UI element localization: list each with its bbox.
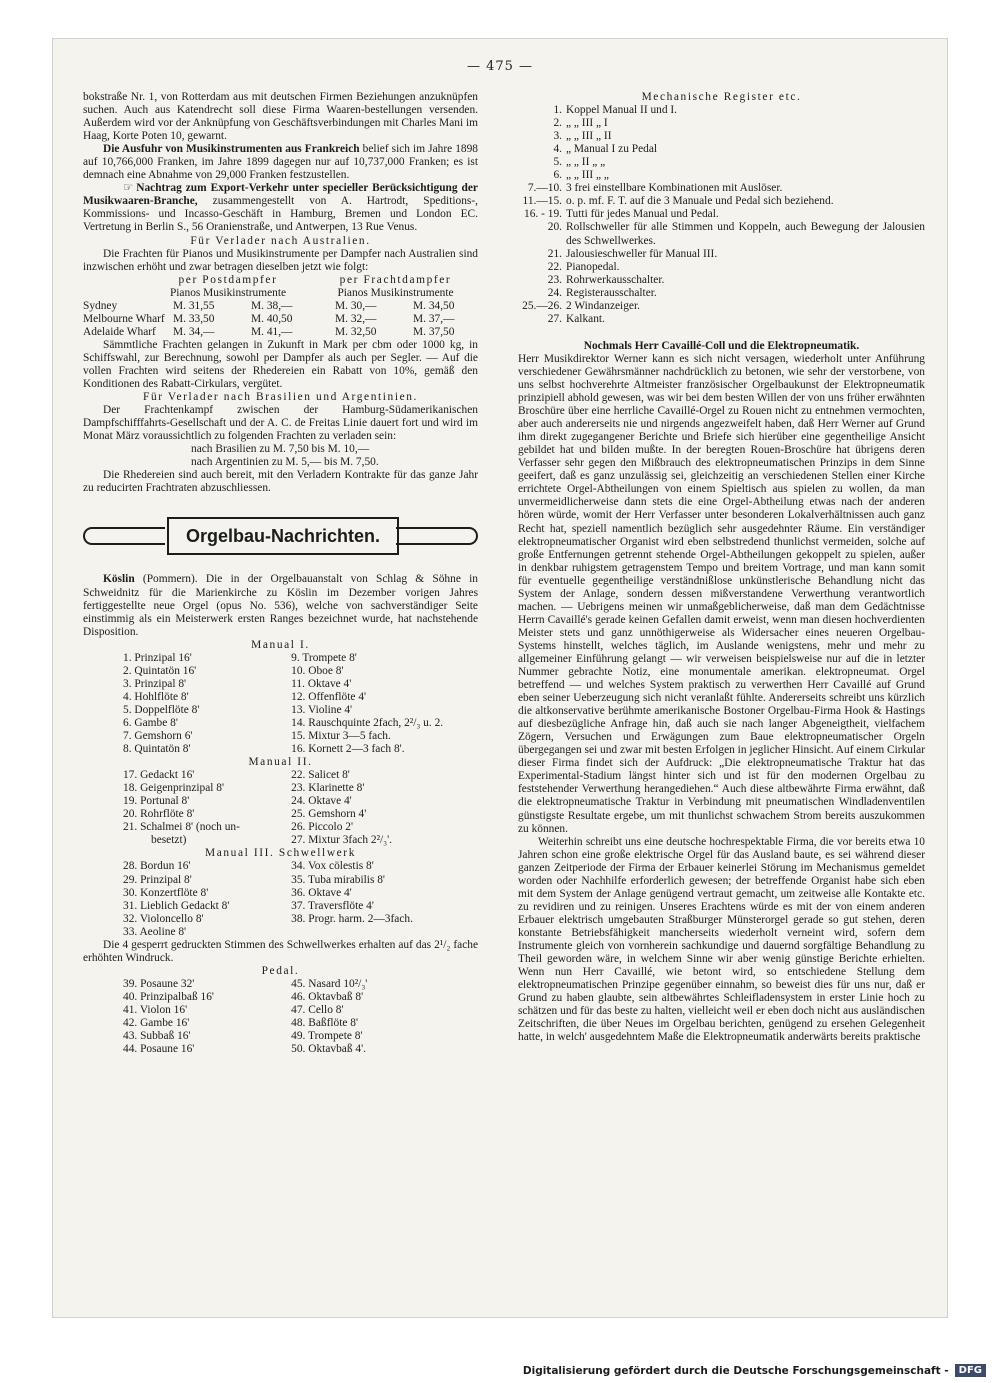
mech-item (518, 169, 925, 182)
australia-note: Sämmtliche Frachten gelangen in Zukunft in Mark per cbm oder 1000 kg, in Schiffswahl, zur Berechnung, sowohl per Dampfer als auch per Segler. — Auf die vollen Frachten wird seitens der Rhedereien ein Rabatt von 10%, gemäß den Konditionen des Rabatt-Cirkulars, vergütet. (83, 338, 478, 391)
mech-num: 21. (547, 247, 562, 260)
mech-item (518, 182, 925, 195)
stop-item: 14. Rauschquinte 2fach, 2²/₃ u. 2. (291, 716, 444, 729)
manual3-col-a (123, 860, 291, 938)
manual2-col-b (291, 769, 478, 847)
mech-item (518, 274, 925, 287)
mech-text: 3 frei einstellbare Kombinationen mit Auslöser. (566, 182, 783, 195)
mech-item (518, 130, 925, 143)
manual1-col-b (291, 652, 478, 756)
intro-paragraph: bokstraße Nr. 1, von Rotterdam aus mit deutschen Firmen Beziehungen anzuknüpfen suchen. Auch aus Katendrecht soll diese Firma Waaren-bestellungen versenden. Außerdem wird vor der Anknüpfung von Geschäftsverbindungen mit Charles Mani im Haag, Korte Poten 10, gewarnt. (83, 91, 478, 143)
freight-head-post: per Postdampfer (178, 273, 278, 286)
mech-num: 3. (553, 130, 562, 143)
brazil-note: Die Rhedereien sind auch bereit, mit den Verladern Kontrakte für das ganze Jahr zu reducirten Frachtraten abzuschliessen. (83, 469, 478, 495)
mech-num: 22. (547, 260, 562, 273)
mech-text: Rollschweller für alle Stimmen und Koppeln, auch Bewegung der Jalousien des Schwellwerkes. (566, 221, 925, 247)
freight-cell: M. 32,50 (335, 325, 377, 338)
digitization-footer (523, 1364, 986, 1377)
stop-item: 7. Gemshorn 6' (123, 730, 193, 743)
pedal-title: Pedal. (261, 964, 300, 977)
page-number: — 475 — (466, 59, 534, 74)
freight-cell: M. 33,50 (173, 312, 215, 325)
mech-num: 11.—15. (522, 195, 562, 208)
mech-item (518, 104, 925, 117)
stop-item: 35. Tuba mirabilis 8' (291, 873, 385, 886)
mech-list (518, 104, 925, 326)
koeslin-paragraph (83, 573, 478, 638)
freight-header (83, 274, 478, 287)
freight-sub-post: Pianos Musikinstrumente (169, 286, 287, 299)
freight-cell: M. 37,— (413, 312, 455, 325)
stop-item: 48. Baßflöte 8' (291, 1017, 359, 1030)
stop-item: 16. Kornett 2—3 fach 8'. (291, 743, 405, 756)
mech-num: 1. (553, 104, 562, 117)
stop-item: 47. Cello 8' (291, 1004, 344, 1016)
stop-item: 36. Oktave 4' (291, 886, 352, 899)
stop-item: 44. Posaune 16' (123, 1043, 195, 1056)
stop-item: 40. Prinzipalbaß 16' (123, 990, 214, 1003)
mech-item (518, 221, 925, 247)
manual3-stops (83, 860, 478, 938)
freight-row (83, 313, 478, 326)
freight-cell: M. 37,50 (413, 325, 455, 338)
mech-text: Jalousieschweller für Manual III. (566, 247, 718, 260)
stop-item: 46. Oktavbaß 8' (291, 990, 364, 1003)
mech-num: 5. (553, 156, 562, 169)
mech-item (518, 300, 925, 313)
stop-item: 15. Mixtur 3—5 fach. (291, 730, 391, 743)
france-heading: Die Ausfuhr von Musikinstrumenten aus Frankreich (103, 143, 360, 156)
export-heading: Nachtrag zum Export-Verkehr unter specieller Berücksichtigung der Musikwaaren-Branche, (83, 182, 478, 208)
stop-item: 3. Prinzipal 8' (123, 677, 187, 690)
stop-item: 4. Hohlflöte 8' (123, 690, 189, 703)
mech-text: Registerausschalter. (566, 286, 657, 299)
france-paragraph (83, 143, 478, 182)
scanned-page (52, 38, 948, 1318)
stop-item: 10. Oboe 8' (291, 664, 344, 677)
freight-subheader (83, 287, 478, 300)
stop-item: 18. Geigenprinzipal 8' (123, 782, 225, 795)
freight-cell: M. 30,— (335, 299, 377, 312)
stop-item: 20. Rohrflöte 8' (123, 808, 195, 821)
mech-item (518, 261, 925, 274)
mech-text: „ „ II „ „ (566, 156, 606, 169)
mech-num: 2. (553, 117, 562, 130)
freight-cell: M. 31,55 (173, 299, 215, 312)
stop-item: 25. Gemshorn 4' (291, 808, 367, 821)
mech-num: 27. (547, 312, 562, 325)
australia-intro: Die Frachten für Pianos und Musikinstrumente per Dampfer nach Australien sind inzwischen erhöht und zwar betragen dieselben jetzt wie folgt: (83, 247, 478, 273)
schwell-note: Die 4 gesperrt gedruckten Stimmen des Schwellwerkes erhalten auf das 2¹/₂ fache erhöhten Windruck. (83, 938, 478, 964)
stop-item: 12. Offenflöte 4' (291, 690, 367, 703)
brazil-line-2: nach Argentinien zu M. 5,— bis M. 7,50. (191, 456, 379, 469)
stop-item: 32. Violoncello 8' (123, 912, 204, 925)
mech-text: „ „ III „ II (566, 130, 612, 143)
pedal-stops (83, 978, 478, 1056)
mech-num: 7.—10. (527, 182, 562, 195)
mech-text: „ „ III „ „ (566, 169, 609, 182)
stop-item: besetzt) (151, 834, 187, 847)
freight-port: Adelaide Wharf (83, 325, 156, 338)
stop-item: 38. Progr. harm. 2—3fach. (291, 912, 413, 925)
stop-item: 5. Doppelflöte 8' (123, 703, 200, 716)
manual2-stops (83, 769, 478, 847)
stop-item: 42. Gambe 16' (123, 1017, 190, 1030)
freight-port: Melbourne Wharf (83, 312, 165, 325)
freight-table (83, 274, 478, 339)
right-column (518, 91, 925, 1044)
stop-item: 17. Gedackt 16' (123, 769, 195, 782)
stop-item: 8. Quintatön 8' (123, 743, 191, 756)
mech-item (518, 117, 925, 130)
mech-num: 24. (547, 286, 562, 299)
stop-item: 31. Lieblich Gedackt 8' (123, 899, 230, 912)
stop-item: 1. Prinzipal 16' (123, 651, 192, 664)
mech-text: Kalkant. (566, 312, 605, 325)
stop-item: 23. Klarinette 8' (291, 782, 365, 795)
manual3-col-b (291, 860, 478, 938)
stop-item: 29. Prinzipal 8' (123, 873, 192, 886)
mech-num: 20. (547, 221, 562, 234)
stop-item: 9. Trompete 8' (291, 651, 357, 664)
mech-num: 16. - 19. (524, 208, 562, 221)
mech-text: Tutti für jedes Manual und Pedal. (566, 208, 719, 221)
freight-port: Sydney (83, 299, 118, 312)
freight-head-fracht: per Frachtdampfer (339, 273, 452, 286)
stop-item: 41. Violon 16' (123, 1004, 188, 1016)
mech-num: 23. (547, 273, 562, 286)
freight-cell: M. 38,— (251, 299, 293, 312)
manual2-title: Manual II. (248, 756, 313, 769)
export-text: zusammengestellt von A. Hartrodt, Speditions-, Kommissions- und Incasso-Geschäft in Hamburg, Bremen und London EC. Vertretung in Berlin S., 56 Oranienstraße, und Antwerpen, 13 Rue Venus. (83, 195, 478, 234)
stop-item: 50. Oktavbaß 4'. (291, 1043, 366, 1056)
koeslin-text: (Pommern). Die in der Orgelbauanstalt von Schlag & Söhne in Schweidnitz für die Marienkirche zu Köslin im Dezember vorigen Jahres fertiggestellte neue Orgel (opus No. 536), welche von sachverständiger Seite einstimmig als ein Meisterwerk ersten Ranges bezeichnet wurde, hat nachstehende Disposition. (83, 573, 478, 638)
stop-item: 30. Konzertflöte 8' (123, 886, 209, 899)
pointing-hand-icon: ☞ (123, 182, 134, 195)
mech-text: Koppel Manual II und I. (566, 104, 678, 117)
cavaille-paragraph-1: Herr Musikdirektor Werner kann es sich nicht versagen, wiederholt unter Anführung verschiedener Gewährsmänner nachdrücklich zu betonen, wie sehr der verstorbene, von uns selbst hochverehrte Altmeister französischer Orgelbaukunst der Elektropneumatik prinzipiell abhold gewesen, was wir bei dem besten Willen der von uns früher erwähnten Broschüre über eine herrliche Cavaillé-Orgel zu Rouen nicht zu entnehmen vermochten, aber auch andererseits nie und nirgends angezweifelt haben, daß Herr Werner auf Grund ihm direkt zugegangener Berichte und Briefe sich hierüber eine gegentheilige Ansicht gebildet hat und bilden mußte. In der beregten Rouen-Broschüre hat übrigens deren Verfasser sehr gegen den Mißbrauch des elektropneumatischen Prinzips in dem Sinne geeifert, daß es ganz unzulässig sei, gleichzeitig an verschiedenen Stellen einer Kirche errichtete Orgel-Abtheilungen von einem Spieltisch aus spielen zu wollen, da man unvermeidlicherweise dann stets die eine Orgel-Abtheilung etwas nach der anderen hören würde, womit der Herr Verfasser unter besonderen Lokalverhältnissen auch ganz Recht hat, speziell namentlich bezüglich sehr ausgedehnter Räume. Ein verständiger elektropneumatischer Organist wird eben selbstredend thunlichst vermeiden, solche auf große Entfernungen getrennt stehende Orgel-Abtheilungen gekoppelt zu spielen, außer in denkbar ruhigstem getragenstem Tempo und breitem Vortrage, und man kann somit für eventuelle gegentheilige verständnißlose unkünstlerische Behandlung nicht das System der Anlage, sondern dessen mißverstandene Verwerthung verantwortlich machen. — Uebrigens meinen wir unmaßgeblicherweise, daß man dem Gedächtnisse Herrn Cavaillé's gerade keinen Gefallen damit erweist, wenn man diesen hochverdienten Meister stets und ganz unnöthigerweise als Widersacher eines neueren Orgelbau-Systems hinstellt, welches täglich, im Auslande wenigstens, mehr und mehr zu allgemeiner Einführung gelangt — wir verweisen beispielsweise nur auf die in letzter Nummer gebrachte Notiz, eine monumentale amerikan. elektropneumat. Orgel betreffend — und welches System praktisch zu verwerthen Herr Cavaillé auf Grund eben seiner Ueberzeugung sich nicht veranlaßt fühlte. Andererseits schreibt uns kürzlich die altkonservative berühmte amerikanische Bostoner Orgelbau-Firma Hook & Hastings auf diesbezügliche Anfrage hin, daß auch sie nach langer Abgeneigtheit, vielfachem Zögern, Versuchen und Erwägungen zum Baue elektropneumatischer Orgeln übergegangen sei und zwar mit besten Erfolgen in jeglicher Hinsicht. Auf einem Cirkular dieser Firma findet sich der Aufdruck: „Die elektropneumatische Traktur hat das Experimental-Stadium längst hinter sich und ist für den modernen Orgelbau zu feststehender Verwerthung herangediehen.“ Auch diese altbewährte Firma erwähnt, daß die elektropneumatische Traktur in Verbindung mit pneumatischen Windladenventilen günstigste Resultate ergebe, um mit thunlichst schwachem Strom bereits auszukommen zu können. (518, 352, 925, 835)
mech-item (518, 248, 925, 261)
stop-item: 19. Portunal 8' (123, 795, 190, 808)
stop-item: 34. Vox cölestis 8' (291, 860, 374, 873)
manual1-title: Manual I. (251, 638, 310, 651)
mech-num: 25.—26. (522, 299, 562, 312)
orgelbau-banner (83, 509, 478, 561)
mech-item (518, 313, 925, 326)
cavaille-paragraph-2: Weiterhin schreibt uns eine deutsche hochrespektable Firma, die vor bereits etwa 10 Jahren schon eine große elektrische Orgel für das Ausland baute, es sei während dieser ganzen Zeitperiode der Firma der Erbauer keinerlei Störung im Mechanismus gemeldet worden oder Nachhilfe erforderlich gewesen; der betreffende Organist habe sich eben mit dem System der Anlage genügend vertraut gemacht, um zeitweise alle Kontakte etc. zu revidiren und zu reinigen. Unseres Erachtens würde es mit der von einem anderen Erbauer elektrisch umgebauten Straßburger Münsterorgel gerade so gut stehen, deren konstante Betriebsfähigkeit mancherseits wiederholt verneint wird, sofern dem Instrumente gleich von vornherein sachkundige und dauernd sorgfältige Behandlung zu Theil geworden wäre, in welchem Sinne wir aber wenig günstige Berichte erhielten. Wenn nun Herr Cavaillé, wie betont wird, so entschiedene Stellung dem elektropneumatischen Prinzipe gegenüber einnahm, so beweist dies für uns nur, daß er Grund zu haben glaubte, sein altbewährtes Schleifladensystem in erster Linie hoch zu schätzen und für das beste zu halten, vielleicht weil er eben doch nicht aus ausländischen Zeitschriften, die über Neues im Orgelbau berichten, genügend zu ersehen Gelegenheit hatte, in welch' ausgedehntem Maße die Elektropneumatik anderwärts bereits praktische (518, 835, 925, 1044)
footer-text: Digitalisierung gefördert durch die Deutsche Forschungsgemeinschaft - (522, 1364, 949, 1377)
stop-item: 43. Subbaß 16' (123, 1030, 191, 1043)
mech-num: 4. (553, 143, 562, 156)
mech-item (518, 156, 925, 169)
brazil-line-1: nach Brasilien zu M. 7,50 bis M. 10,— (191, 443, 370, 456)
stop-item: 6. Gambe 8' (123, 716, 178, 729)
dfg-logo: DFG (955, 1364, 986, 1377)
mech-item (518, 208, 925, 221)
stop-item: 45. Nasard 10²/₃' (291, 977, 368, 990)
manual3-title: Manual III. Schwellwerk (205, 847, 356, 860)
stop-item: 22. Salicet 8' (291, 769, 350, 782)
stop-item: 37. Traversflöte 4' (291, 899, 374, 912)
koeslin-place: Köslin (103, 573, 135, 586)
stop-item: 24. Oktave 4' (291, 795, 352, 808)
freight-cell: M. 34,50 (413, 299, 455, 312)
stop-item: 21. Schalmei 8' (noch un- (123, 821, 240, 834)
freight-cell: M. 40,50 (251, 312, 293, 325)
export-paragraph (83, 182, 478, 234)
mech-item (518, 143, 925, 156)
mech-text: „ Manual I zu Pedal (566, 143, 658, 156)
pedal-col-b (291, 978, 478, 1056)
mech-text: Rohrwerkausschalter. (566, 273, 665, 286)
brazil-text: Der Frachtenkampf zwischen der Hamburg-Südamerikanischen Dampfschifffahrts-Gesellschaft und der A. C. de Freitas Linie dauert fort und wird im Monat März voraussichtlich zu folgenden Frachten zu verladen sein: (83, 404, 478, 443)
france-text: belief sich im Jahre 1898 auf 10,766,000 Franken, im Jahre 1899 dagegen nur auf 10,737,000 Franken; es ist demnach eine Abnahme von 29,000 Franken festzustellen. (83, 143, 479, 182)
mech-item (518, 287, 925, 300)
freight-row (83, 300, 478, 313)
manual1-col-a (123, 652, 291, 756)
stop-item: 39. Posaune 32' (123, 977, 195, 990)
stop-item: 13. Violine 4' (291, 703, 353, 716)
freight-cell: M. 34,— (173, 325, 215, 338)
freight-cell: M. 41,— (251, 325, 293, 338)
mech-text: o. p. mf. F. T. auf die 3 Manuale und Pedal sich beziehend. (566, 195, 834, 208)
australia-heading: Für Verlader nach Australien. (190, 234, 371, 247)
brazil-heading: Für Verlader nach Brasilien und Argentinien. (143, 391, 418, 404)
mech-num: 6. (553, 169, 562, 182)
stop-item: 27. Mixtur 3fach 2²/₃'. (291, 834, 393, 847)
stop-item: 49. Trompete 8' (291, 1030, 363, 1043)
cavaille-heading: Nochmals Herr Cavaillé-Coll und die Elektropneumatik. (583, 339, 860, 352)
manual1-stops (83, 652, 478, 756)
freight-row (83, 326, 478, 339)
mech-title: Mechanische Register etc. (641, 91, 802, 103)
stop-item: 11. Oktave 4' (291, 677, 352, 690)
banner-scroll-left (83, 527, 165, 545)
mech-text: 2 Windanzeiger. (566, 299, 640, 312)
mech-text: „ „ III „ I (566, 117, 608, 130)
banner-scroll-right (396, 527, 478, 545)
banner-title: Orgelbau-Nachrichten. (167, 517, 399, 555)
mech-item (518, 195, 925, 208)
stop-item: 26. Piccolo 2' (291, 821, 354, 834)
freight-cell: M. 32,— (335, 312, 377, 325)
left-column (83, 91, 478, 1056)
mech-text: Pianopedal. (566, 260, 620, 273)
stop-item: 33. Aeoline 8' (123, 925, 187, 938)
freight-sub-fracht: Pianos Musikinstrumente (337, 286, 454, 299)
stop-item: 2. Quintatön 16' (123, 664, 197, 677)
stop-item: 28. Bordun 16' (123, 860, 191, 873)
pedal-col-a (123, 978, 291, 1056)
manual2-col-a (123, 769, 291, 847)
